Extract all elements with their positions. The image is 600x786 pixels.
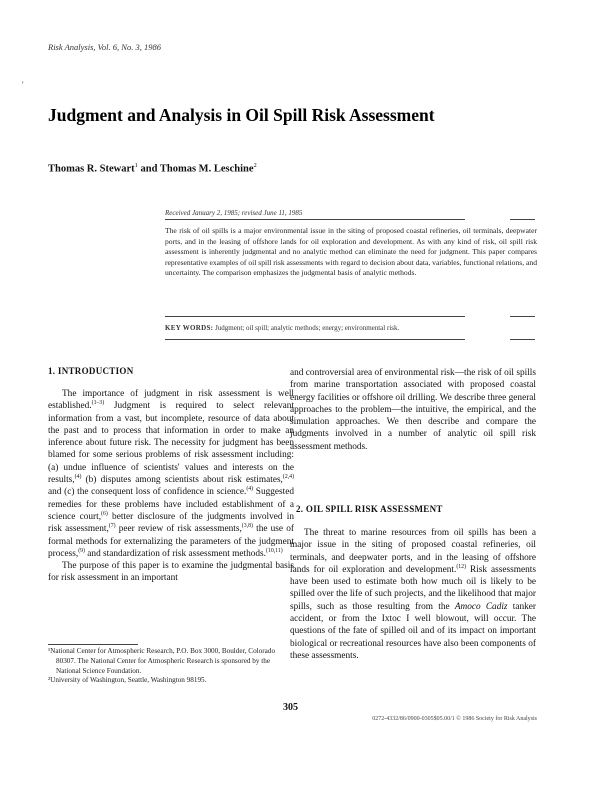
- author-1-mark: 1: [134, 162, 138, 169]
- intro-text: (b) disputes among scientists about risk estimates,: [81, 475, 283, 486]
- section-2-text: Risk assessments have been used to estimate both how much oil is likely to be spilled over the life of such projects, and the likelihood that major spills, such as those resulting from the: [290, 564, 536, 612]
- intro-paragraph-1: [48, 388, 294, 560]
- section-2-paragraph-1: [290, 527, 536, 662]
- divider: [165, 339, 465, 340]
- citation: (10,11): [265, 547, 283, 554]
- citation: (2,4): [282, 473, 294, 480]
- section-2-text: The threat to marine resources from oil spills has been a major issue in the siting of proposed coastal refineries, oil terminals, and deepwater ports, and in the leasing of offshore lands for oil exploration and development.: [290, 528, 536, 575]
- author-2: Thomas M. Leschine: [159, 163, 254, 175]
- citation: (1–3): [91, 400, 105, 407]
- intro-text: and standardization of risk assessment methods.: [84, 548, 266, 559]
- footnotes: [48, 647, 294, 686]
- intro-text: The importance of judgment in risk assessment is well established.: [48, 389, 294, 412]
- intro-paragraph-2: The purpose of this paper is to examine the judgmental basis for risk assessment in an important: [48, 561, 294, 584]
- divider: [165, 219, 465, 220]
- abstract: The risk of oil spills is a major environmental issue in the siting of proposed coastal refineries, oil terminals, deepwater ports, and in the leasing of offshore lands for oil exploration and development. As with any kind of risk, oil spill risk assessment is inherently judgmental and no analytic method can eliminate the need for judgment. This paper compares representative examples of oil spill risk assessments with regard to decision about data, variables, functional relations, and uncertainty. The comparison emphasizes the judgmental basis of analytic methods.: [165, 226, 537, 278]
- intro-text: Judgment is required to select relevant information from a vast, but incomplete, resource of data about the past and to process that information in order to make an inference about future risk. The necessity for judgment has been blamed for some serious problems of risk assessment including: (a) undue influence of scientists' values and interests on the results,: [48, 401, 294, 486]
- page-number: 305: [283, 702, 298, 713]
- divider: [510, 219, 535, 220]
- section-2-text: tanker accident, or from the Ixtoc I well blowout, will occur. The questions of the fate of spilled oil and of its impact on important biological or recreational resources have also been components of these assessments.: [290, 601, 536, 661]
- section-2-column: [290, 527, 536, 662]
- keywords-list: Judgment; oil spill; analytic methods; energy; environmental risk.: [213, 324, 400, 332]
- authors-line: [48, 162, 257, 175]
- ship-name: Amoco Cadiz: [454, 601, 508, 612]
- citation: (12): [456, 563, 467, 570]
- footnote-divider: [48, 644, 138, 645]
- citation: (6): [101, 510, 108, 517]
- intro-column: [48, 388, 294, 585]
- issn-line: 0272-4332/86/0900-0305$05.00/1 © 1986 Society for Risk Analysis: [372, 716, 537, 722]
- article-title: Judgment and Analysis in Oil Spill Risk Assessment: [48, 105, 435, 125]
- footnote-2: ²University of Washington, Seattle, Washington 98195.: [48, 676, 207, 685]
- intro-text: and (c) the consequent loss of confidence in science.: [48, 487, 247, 498]
- keywords-label: KEY WORDS:: [165, 324, 214, 332]
- author-2-mark: 2: [253, 162, 257, 169]
- journal-header: Risk Analysis, Vol. 6, No. 3, 1986: [48, 42, 161, 52]
- citation: (3,8): [241, 523, 253, 530]
- intro-text: the use of formal methods for externalizing the parameters of the judgment process,: [48, 524, 294, 559]
- divider: [510, 316, 535, 317]
- intro-text: better disclosure of the judgments involved in risk assessment,: [48, 511, 294, 535]
- divider: [165, 316, 465, 317]
- intro-text: Suggested remedies for these problems have included establishment of a science court,: [48, 487, 294, 522]
- author-1: Thomas R. Stewart: [48, 163, 135, 175]
- section-2-heading: 2. OIL SPILL RISK ASSESSMENT: [296, 504, 443, 514]
- intro-column-continued: [290, 367, 536, 453]
- intro-paragraph-2-continued: and controversial area of environmental risk—the risk of oil spills from marine transportation associated with proposed coastal energy facilities or offshore oil drilling. We describe three general approaches to the problem—the intuitive, the empirical, and the simulation approaches. We then describe and compare the judgments involved in a number of analytic oil spill risk assessment methods.: [290, 368, 536, 452]
- citation: (7): [108, 523, 116, 530]
- citation: (9): [78, 547, 85, 554]
- footnote-1: ¹National Center for Atmospheric Research, P.O. Box 3000, Boulder, Colorado 80307. The National Center for Atmospheric Research is sponsored by the National Science Foundation.: [48, 647, 276, 675]
- corner-mark: ': [22, 80, 24, 90]
- citation: (4): [246, 486, 254, 493]
- citation: (4): [74, 473, 82, 480]
- intro-text: peer review of risk assessments,: [115, 524, 242, 535]
- divider: [510, 339, 535, 340]
- received-dates: Received January 2, 1985; revised June 11, 1985: [165, 209, 303, 217]
- authors-and: and: [137, 163, 160, 175]
- keywords: [165, 324, 537, 332]
- intro-heading: 1. INTRODUCTION: [48, 366, 134, 376]
